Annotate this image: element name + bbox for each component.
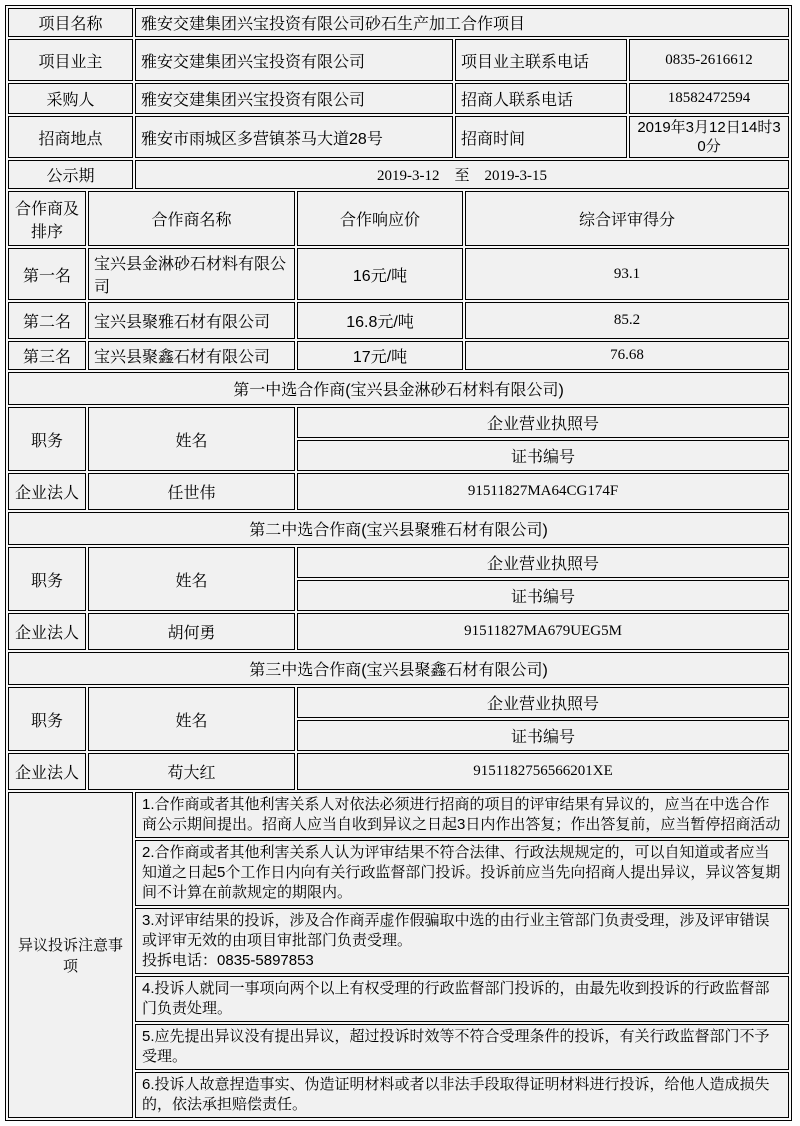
ranking-row-3 <box>8 341 789 370</box>
cert-header: 证书编号 <box>297 580 789 611</box>
winner3-title: 第三中选合作商(宝兴县聚鑫石材有限公司) <box>8 652 789 685</box>
rank-value: 第三名 <box>8 341 86 370</box>
legal-person-name: 任世伟 <box>88 473 295 510</box>
rank-value: 第一名 <box>8 248 86 300</box>
partner-name-value: 宝兴县聚雅石材有限公司 <box>88 302 295 339</box>
publicity-value: 2019-3-12 至 2019-3-15 <box>135 160 789 189</box>
publicity-label: 公示期 <box>8 160 133 189</box>
winner1-data-row <box>8 473 789 510</box>
license-header: 企业营业执照号 <box>297 687 789 718</box>
position-value: 企业法人 <box>8 753 86 790</box>
notice-item-3 <box>135 908 789 974</box>
partner-name-value: 宝兴县金淋砂石材料有限公司 <box>88 248 295 300</box>
notice-item-text: 6.投诉人故意捏造事实、伪造证明材料或者以非法手段取得证明材料进行投诉，给他人造成损失的，依法承担赔偿责任。 <box>142 1076 770 1113</box>
price-value: 17元/吨 <box>297 341 463 370</box>
ranking-header-row <box>8 191 789 246</box>
notice-item-6 <box>135 1072 789 1118</box>
winner3-title-row <box>8 652 789 685</box>
price-value: 16.8元/吨 <box>297 302 463 339</box>
venue-label: 招商地点 <box>8 116 133 158</box>
venue-time-row <box>8 116 789 158</box>
position-header: 职务 <box>8 547 86 611</box>
name-header: 姓名 <box>88 547 295 611</box>
notice-item-1 <box>135 792 789 838</box>
ranking-row-2 <box>8 302 789 339</box>
legal-person-name: 胡何勇 <box>88 613 295 650</box>
winner1-title: 第一中选合作商(宝兴县金淋砂石材料有限公司) <box>8 372 789 405</box>
license-header: 企业营业执照号 <box>297 547 789 578</box>
project-name-label: 项目名称 <box>8 8 133 37</box>
winner1-header-row-1 <box>8 407 789 438</box>
owner-phone-value: 0835-2616612 <box>629 39 789 81</box>
owner-phone-label: 项目业主联系电话 <box>455 39 627 81</box>
winner2-title-row <box>8 512 789 545</box>
license-number: 91511827MA679UEG5M <box>297 613 789 650</box>
announcement-table <box>5 5 792 1121</box>
purchaser-row <box>8 83 789 114</box>
time-label: 招商时间 <box>455 116 627 158</box>
partner-name-value: 宝兴县聚鑫石材有限公司 <box>88 341 295 370</box>
project-owner-row <box>8 39 789 81</box>
project-name-row <box>8 8 789 37</box>
license-number: 9151182756566201XE <box>297 753 789 790</box>
legal-person-name: 苟大红 <box>88 753 295 790</box>
notice-item-text: 4.投诉人就同一事项向两个以上有权受理的行政监督部门投诉的，由最先收到投诉的行政监督部门负责处理。 <box>142 980 770 1017</box>
purchaser-value: 雅安交建集团兴宝投资有限公司 <box>135 83 453 114</box>
venue-value: 雅安市雨城区多营镇茶马大道28号 <box>135 116 453 158</box>
recruiter-phone-label: 招商人联系电话 <box>455 83 627 114</box>
score-column-header: 综合评审得分 <box>465 191 789 246</box>
publicity-period-row <box>8 160 789 189</box>
score-value: 76.68 <box>465 341 789 370</box>
rank-value: 第二名 <box>8 302 86 339</box>
cert-header: 证书编号 <box>297 720 789 751</box>
partner-name-column-header: 合作商名称 <box>88 191 295 246</box>
notice-item-4 <box>135 976 789 1022</box>
name-header: 姓名 <box>88 687 295 751</box>
notice-item-2 <box>135 840 789 906</box>
project-name-value: 雅安交建集团兴宝投资有限公司砂石生产加工合作项目 <box>135 8 789 37</box>
license-header: 企业营业执照号 <box>297 407 789 438</box>
cert-header: 证书编号 <box>297 440 789 471</box>
winner2-data-row <box>8 613 789 650</box>
winner2-title: 第二中选合作商(宝兴县聚雅石材有限公司) <box>8 512 789 545</box>
position-header: 职务 <box>8 687 86 751</box>
rank-column-header: 合作商及排序 <box>8 191 86 246</box>
price-value: 16元/吨 <box>297 248 463 300</box>
time-value: 2019年3月12日14时30分 <box>629 116 789 158</box>
ranking-row-1 <box>8 248 789 300</box>
winner2-header-row-1 <box>8 547 789 578</box>
recruiter-phone-value: 18582472594 <box>629 83 789 114</box>
project-owner-label: 项目业主 <box>8 39 133 81</box>
notice-item-text: 2.合作商或者其他利害关系人认为评审结果不符合法律、行政法规规定的，可以自知道或者应当知道之日起5个工作日内向有关行政监督部门投诉。投诉前应当先向招商人提出异议，异议答复期间不计算在前款规定的期限内。 <box>142 844 781 901</box>
position-header: 职务 <box>8 407 86 471</box>
score-value: 85.2 <box>465 302 789 339</box>
notice-item-text: 3.对评审结果的投诉，涉及合作商弄虚作假骗取中选的由行业主管部门负责受理，涉及评审错误或评审无效的由项目审批部门负责受理。 <box>142 912 770 949</box>
position-value: 企业法人 <box>8 473 86 510</box>
name-header: 姓名 <box>88 407 295 471</box>
complaint-phone-line: 投拆电话：0835-5897853 <box>142 952 314 969</box>
notice-label: 异议投诉注意事项 <box>8 792 133 1118</box>
position-value: 企业法人 <box>8 613 86 650</box>
winner1-title-row <box>8 372 789 405</box>
notice-item-text: 1.合作商或者其他利害关系人对依法必须进行招商的项目的评审结果有异议的，应当在中选合作商公示期间提出。招商人应当自收到异议之日起3日内作出答复；作出答复前，应当暂停招商活动 <box>142 796 781 833</box>
purchaser-label: 采购人 <box>8 83 133 114</box>
notice-item-5 <box>135 1024 789 1070</box>
notice-row-1 <box>8 792 789 838</box>
score-value: 93.1 <box>465 248 789 300</box>
price-column-header: 合作响应价 <box>297 191 463 246</box>
license-number: 91511827MA64CG174F <box>297 473 789 510</box>
project-owner-value: 雅安交建集团兴宝投资有限公司 <box>135 39 453 81</box>
notice-item-text: 5.应先提出异议没有提出异议，超过投诉时效等不符合受理条件的投诉，有关行政监督部门不予受理。 <box>142 1028 770 1065</box>
winner3-header-row-1 <box>8 687 789 718</box>
winner3-data-row <box>8 753 789 790</box>
